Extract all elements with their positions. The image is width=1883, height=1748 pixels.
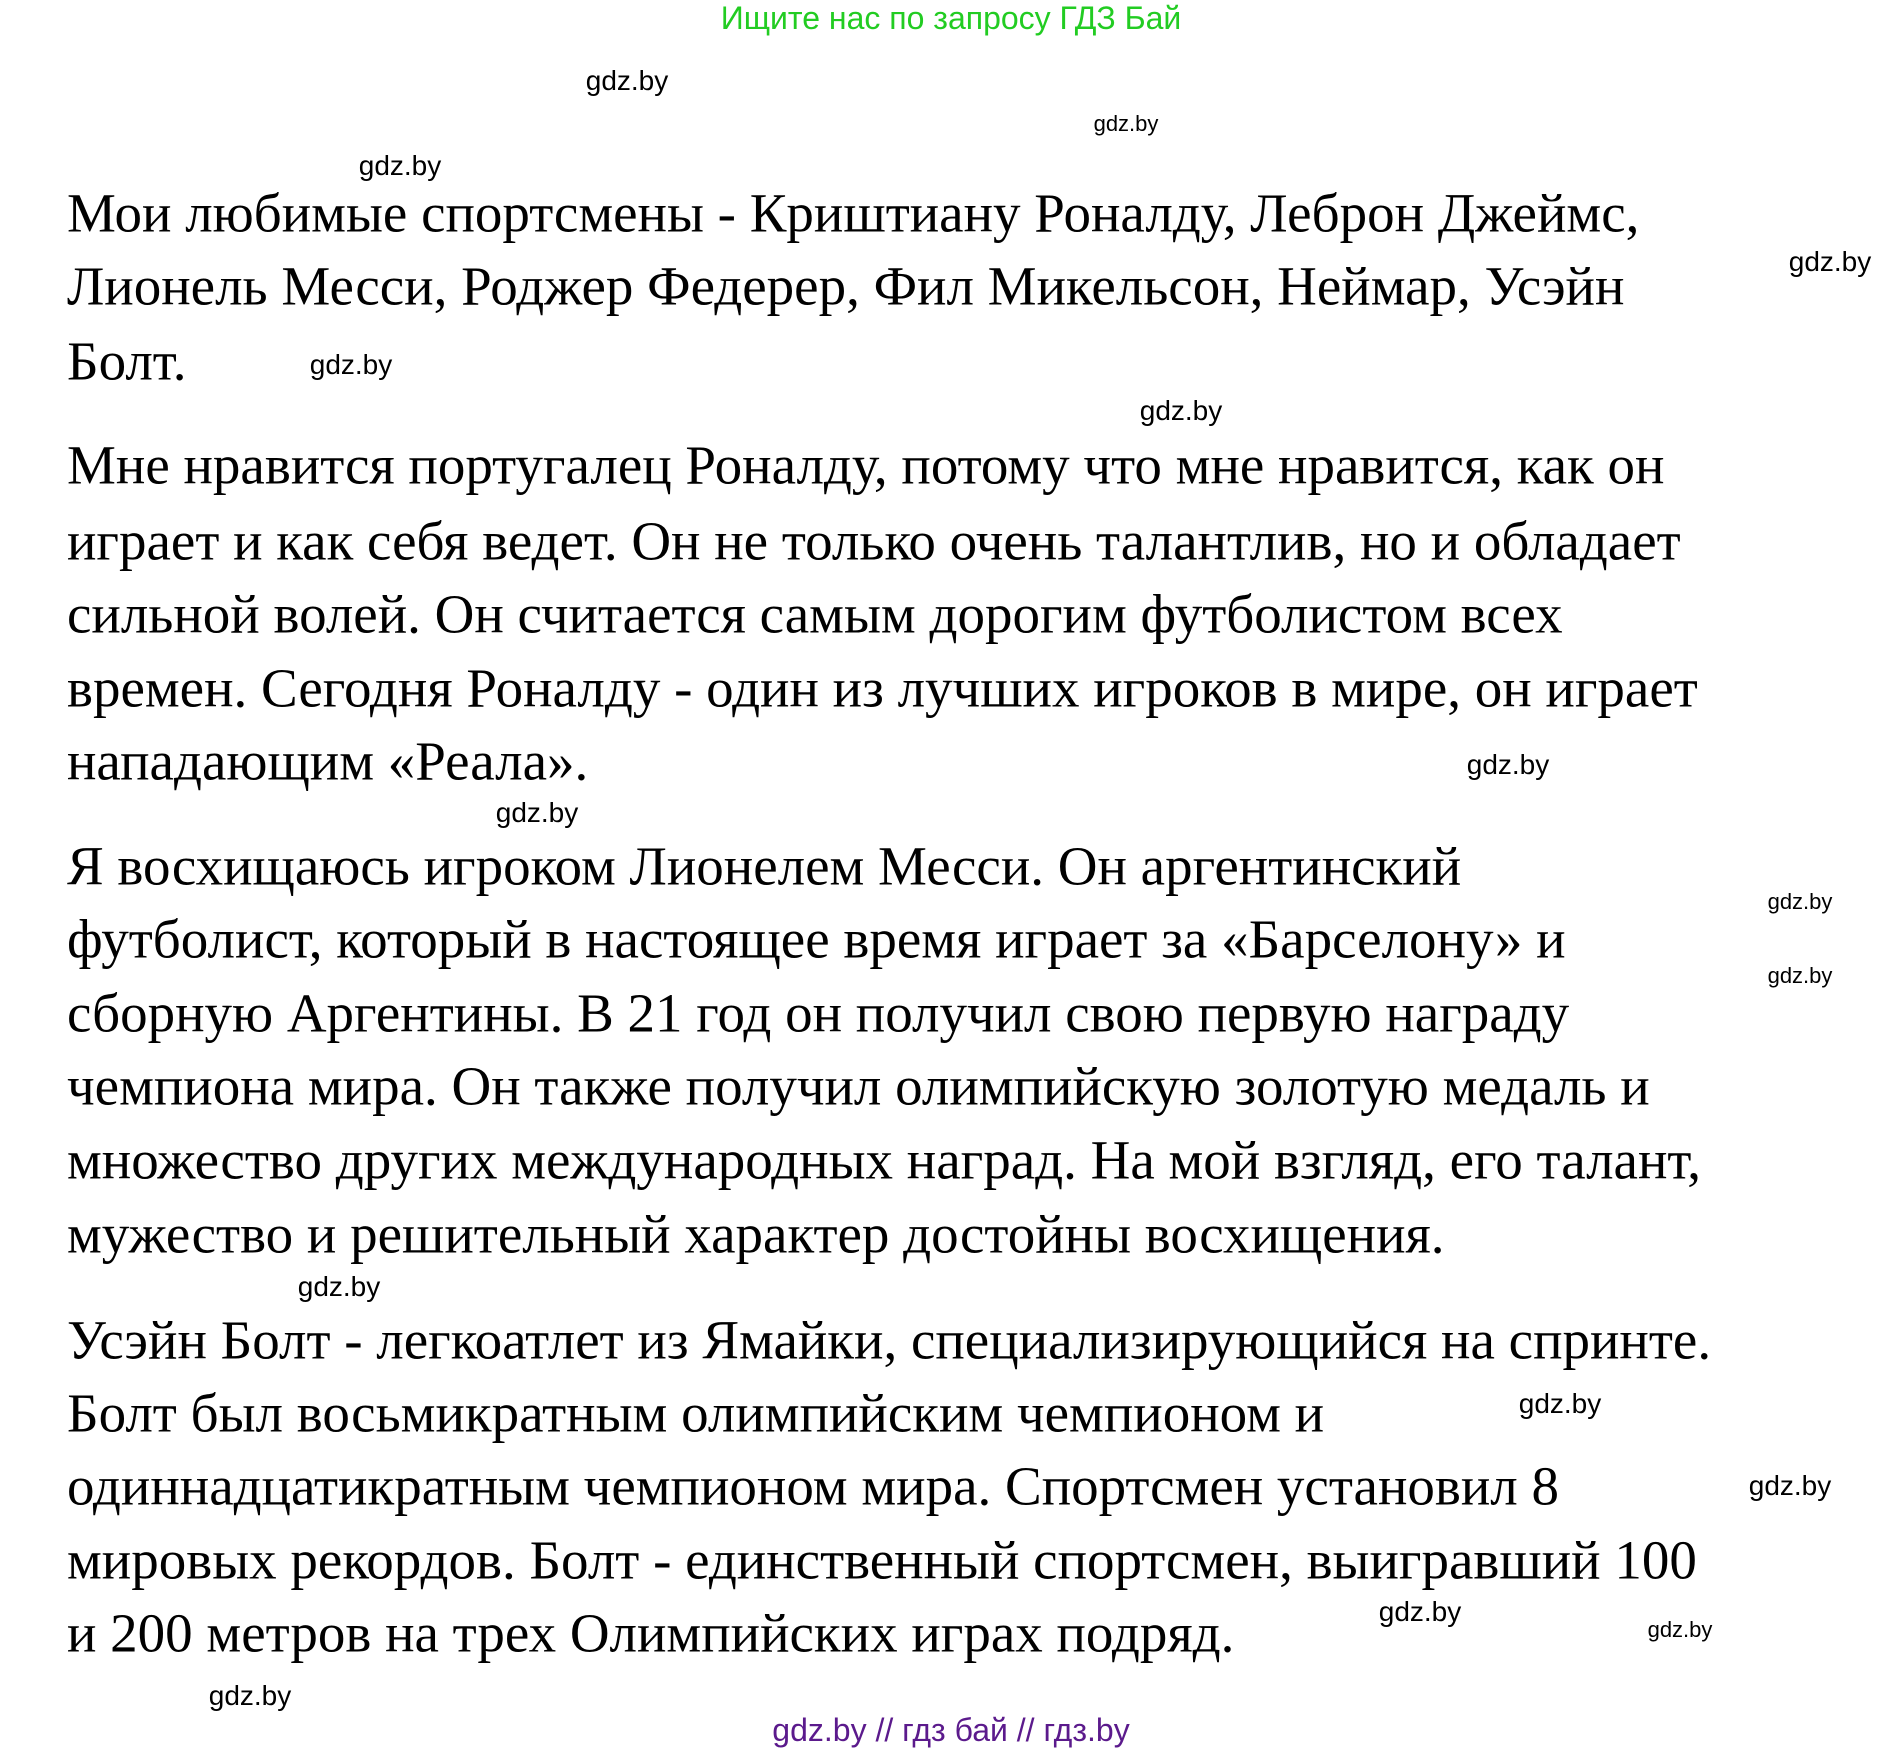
header-banner: Ищите нас по запросу ГДЗ Бай <box>720 0 1182 36</box>
watermark: gdz.by <box>1767 889 1833 914</box>
text-line: Мои любимые спортсмены - Криштиану Роналду, Леброн Джеймс, <box>67 182 1640 244</box>
watermark: gdz.by <box>1518 1388 1602 1419</box>
watermark: gdz.by <box>1647 1617 1713 1642</box>
text-line: сильной волей. Он считается самым дорогим футболистом всех <box>67 583 1563 645</box>
watermark: gdz.by <box>1466 749 1550 780</box>
text-line: играет и как себя ведет. Он не только очень талантлив, но и обладает <box>67 510 1681 572</box>
watermark: gdz.by <box>297 1271 381 1302</box>
text-line: мужество и решительный характер достойны восхищения. <box>67 1203 1445 1265</box>
text-line: множество других международных наград. На мой взгляд, его талант, <box>67 1129 1702 1191</box>
text-line: Усэйн Болт - легкоатлет из Ямайки, специализирующийся на спринте. <box>67 1309 1712 1371</box>
watermark: gdz.by <box>1788 246 1872 277</box>
watermark: gdz.by <box>309 349 393 380</box>
footer-banner: gdz.by // гдз бай // гдз.by <box>772 1712 1130 1748</box>
text-line: и 200 метров на трех Олимпийских играх подряд. <box>67 1602 1235 1664</box>
text-line: Я восхищаюсь игроком Лионелем Месси. Он аргентинский <box>67 835 1462 897</box>
text-line: Болт был восьмикратным олимпийским чемпионом и <box>67 1382 1325 1444</box>
text-line: одиннадцатикратным чемпионом мира. Спортсмен установил 8 <box>67 1455 1559 1517</box>
watermark: gdz.by <box>1748 1470 1832 1501</box>
text-line: нападающим «Реала». <box>67 730 589 792</box>
watermark: gdz.by <box>1093 111 1159 136</box>
text-line: футболист, который в настоящее время играет за «Барселону» и <box>67 908 1566 970</box>
text-line: времен. Сегодня Роналду - один из лучших игроков в мире, он играет <box>67 657 1698 719</box>
text-line: мировых рекордов. Болт - единственный спортсмен, выигравший 100 <box>67 1529 1697 1591</box>
watermark: gdz.by <box>1767 963 1833 988</box>
text-line: Болт. <box>67 330 187 392</box>
text-line: чемпиона мира. Он также получил олимпийскую золотую медаль и <box>67 1055 1650 1117</box>
watermark: gdz.by <box>1139 395 1223 426</box>
watermark: gdz.by <box>208 1680 292 1711</box>
watermark: gdz.by <box>585 65 669 96</box>
text-line: Лионель Месси, Роджер Федерер, Фил Микельсон, Неймар, Усэйн <box>67 255 1625 317</box>
text-line: Мне нравится португалец Роналду, потому что мне нравится, как он <box>67 434 1665 496</box>
watermark: gdz.by <box>1378 1596 1462 1627</box>
watermark: gdz.by <box>358 150 442 181</box>
text-line: сборную Аргентины. В 21 год он получил свою первую награду <box>67 982 1570 1044</box>
watermark: gdz.by <box>495 797 579 828</box>
